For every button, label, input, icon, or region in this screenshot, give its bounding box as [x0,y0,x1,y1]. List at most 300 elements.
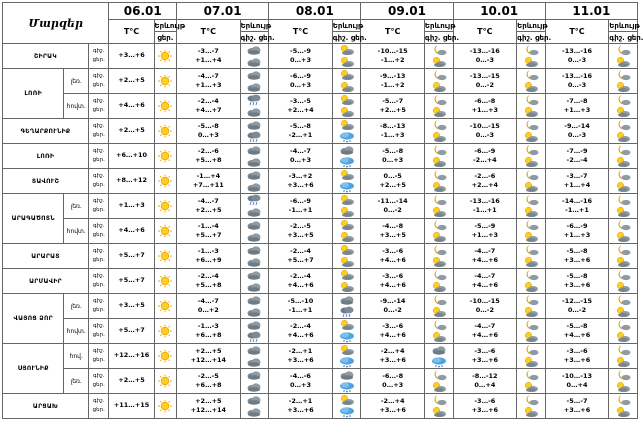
temperature-cell [269,94,333,119]
temperature-cell [453,69,517,94]
temp-header: T°C [361,20,425,44]
weather-cell [424,319,453,344]
temperature-cell [545,394,609,419]
temperature-cell [177,369,241,394]
cloud-icon [246,269,262,281]
temperature-value: -5…-9 [474,221,496,230]
table-row [3,269,638,294]
temperature-value: -8…-12 [472,371,498,380]
temperature-value: +5…+8 [195,156,222,164]
weather-cell [609,194,638,219]
sunc-icon [523,331,539,343]
day-label: ցեր. [442,33,460,42]
day-label: ցեր. [92,157,105,163]
weather-cell [332,144,361,169]
day-header [154,32,177,44]
day-night-label [89,269,109,294]
day-night-label [89,344,109,369]
temperature-cell [453,294,517,319]
temperature-cell [545,269,609,294]
weather-cell [424,119,453,144]
sunc-icon [523,81,539,93]
temperature-value: -8…-13 [379,121,406,130]
moon-icon [523,294,539,306]
cloud-icon [246,244,262,256]
weather-cell [424,394,453,419]
temp-header: T°C [453,20,517,44]
temperature-value: 0…-2 [383,306,402,314]
sunc-icon [339,394,355,406]
cloud-icon [339,294,355,306]
temperature-cell [177,294,241,319]
moon-icon [523,319,539,331]
weather-cell [517,244,546,269]
temperature-cell [453,244,517,269]
temperature-value: -2…-4 [566,156,588,164]
temperature-cell [453,344,517,369]
temperature-value: +2…+5 [118,126,145,135]
weather-cell [332,244,361,269]
temperature-value: +2…+5 [195,206,222,214]
cloud-icon [246,56,262,68]
temperature-value: -6…-8 [474,96,496,105]
cloud-icon [246,206,262,218]
day-label: ցեր. [92,132,105,138]
night-label: գիշ. [92,322,105,329]
weather-cell [240,319,269,344]
region-name: ՎԱՅՈՑ ՁՈՐ [3,294,64,344]
temperature-value: -3…-6 [566,346,588,355]
temperature-value: -1…+1 [472,206,497,214]
moon-icon [523,394,539,406]
sunc-icon [615,281,631,293]
temperature-value: -2…-6 [197,146,219,155]
temperature-cell [109,44,154,69]
night-label: գիշ. [92,197,105,204]
day-night-label [89,194,109,219]
temperature-value: +4…+6 [471,331,499,339]
temperature-cell [177,394,241,419]
temperature-cell [109,369,154,394]
temperature-value: -5…-8 [197,121,219,130]
temperature-value: -5…-9 [290,46,311,55]
sunc-icon [615,56,631,68]
weather-cell [154,219,177,244]
temperature-cell [109,269,154,294]
weather-cell [332,294,361,319]
temperature-value: +2…+5 [118,376,145,385]
moon-icon [431,44,447,56]
temperature-value: +1…+4 [195,56,222,64]
weather-cell [240,144,269,169]
weather-cell [424,44,453,69]
day-label: ցեր. [92,82,105,88]
day-night-label: գիշ. [517,33,533,42]
cloud-icon [246,294,262,306]
weather-cell [332,369,361,394]
sub-region: լեռ. [64,294,89,319]
region-name: ԱՐԱՐԱՏ [3,244,89,269]
night-label: գիշ. [92,372,105,379]
moon-icon [431,394,447,406]
sunc-icon [339,194,355,206]
temperature-cell [269,219,333,244]
temperature-value: +2…+5 [118,76,145,85]
temperature-cell [109,319,154,344]
temp-header: T°C [545,20,609,44]
temperature-value: +3…+6 [379,356,406,364]
sunc-icon [523,281,539,293]
temperature-value: -10…-15 [377,46,408,55]
cloud-icon [246,256,262,268]
moon-icon [615,44,631,56]
temperature-cell [361,144,425,169]
weather-cell [332,394,361,419]
sun-icon [156,274,174,288]
day-header [240,32,275,44]
temperature-value: +6…+8 [195,381,222,389]
moon-icon [523,44,539,56]
day-header [517,32,552,44]
temperature-value: -3…-6 [382,246,404,255]
temperature-value: +3…+5 [379,231,406,239]
temperature-value: -4…-7 [474,321,496,330]
temperature-value: -11…-14 [377,196,408,205]
temperature-value: -2…+4 [472,156,497,164]
temperature-value: -7…-8 [566,96,588,105]
sunc-icon [523,106,539,118]
weather-cell [517,294,546,319]
temperature-value: 0…-2 [383,206,402,214]
cloud-icon [246,344,262,356]
temperature-value: -2…+4 [380,346,405,355]
weather-cell [517,319,546,344]
temperature-cell [269,69,333,94]
sun-icon [156,324,174,338]
temperature-value: -6…-9 [290,71,311,80]
temperature-value: -2…-4 [290,271,311,280]
temperature-cell [269,319,333,344]
temperature-cell [269,344,333,369]
weather-cell [154,44,177,69]
temperature-cell [545,44,609,69]
temperature-value: +3…+6 [118,51,145,60]
weather-cell [424,294,453,319]
moon-icon [431,294,447,306]
temperature-cell [453,394,517,419]
temperature-cell [109,294,154,319]
sunc-icon [615,181,631,193]
temperature-value: +2…+5 [379,181,406,189]
temperature-value: +4…+6 [563,331,591,339]
temperature-value: 0…-3 [475,131,494,139]
temperature-value: -3…-7 [566,171,588,180]
moon-icon [431,94,447,106]
weather-cell [424,219,453,244]
snow-icon [339,131,355,143]
night-label: գիշ. [92,97,105,104]
temperature-cell [361,369,425,394]
sunc-icon [339,169,355,181]
date-header: 09.01 [361,3,453,20]
sunc-icon [339,344,355,356]
day-night-label [89,244,109,269]
temperature-value: +3…+6 [563,281,591,289]
weather-cell [424,194,453,219]
weather-cell [609,94,638,119]
sunc-icon [339,319,355,331]
day-label: ցեր. [92,282,105,288]
weather-cell [609,219,638,244]
day-night-label [89,44,109,69]
temperature-value: -3…-6 [382,271,404,280]
sunc-icon [615,306,631,318]
table-row [3,94,638,119]
temperature-value: 0…+3 [290,156,311,164]
rain-icon [246,194,262,206]
temperature-value: +4…+6 [287,331,314,339]
weather-cell [240,369,269,394]
table-row [3,69,638,94]
sub-region: լեռ. [64,369,89,394]
weather-cell [424,244,453,269]
temperature-cell [361,319,425,344]
moon-icon [615,369,631,381]
temperature-cell [269,144,333,169]
temperature-cell [453,369,517,394]
weather-cell [424,169,453,194]
sunc-icon [431,406,447,418]
temperature-cell [453,319,517,344]
day-label: ցեր. [92,332,105,338]
region-name: ՏԱՎՈՒՇ [3,169,89,194]
temperature-value: 0…+3 [290,56,311,64]
temperature-value: -14…-16 [562,196,593,205]
temperature-value: +3…+6 [563,356,591,364]
moon-icon [431,69,447,81]
temperature-value: 0…+4 [566,381,588,389]
cloud-icon [246,231,262,243]
weather-cell [240,169,269,194]
temperature-value: -4…-7 [474,271,496,280]
cloud-icon [246,319,262,331]
moon-icon [431,219,447,231]
moon-icon [615,319,631,331]
phenomenon-header: Երևույթ [517,21,548,30]
weather-cell [332,219,361,244]
moon-icon [615,194,631,206]
table-row [3,119,638,144]
weather-cell [424,369,453,394]
sunc-icon [431,381,447,393]
snow-icon [339,406,355,418]
temperature-value: -5…-8 [566,246,588,255]
temperature-cell [109,344,154,369]
sunc-icon [615,256,631,268]
temperature-value: 0…+3 [290,81,311,89]
temperature-value: -10…-15 [469,121,500,130]
date-header: 08.01 [269,3,361,20]
temperature-value: +2…+5 [379,106,406,114]
date-header: 10.01 [453,3,545,20]
temperature-value: +2…+5 [195,346,222,355]
cloud-icon [246,181,262,193]
temperature-value: -1…-3 [197,246,219,255]
temperature-value: +3…+6 [563,406,591,414]
weather-cell [154,394,177,419]
temperature-value: -13…-16 [469,196,500,205]
sunc-icon [339,281,355,293]
sunc-icon [339,244,355,256]
temperature-cell [109,144,154,169]
temperature-cell [453,144,517,169]
temperature-cell [453,219,517,244]
weather-cell [609,369,638,394]
temperature-value: -4…-7 [197,196,219,205]
sun-icon [156,49,174,63]
temperature-value: -4…-7 [290,146,311,155]
temperature-value: -1…+1 [288,206,313,214]
day-night-label: գիշ. [424,33,441,42]
day-night-label [89,394,109,419]
sub-region: լեռ. [64,69,89,94]
temperature-value: -13…-16 [469,46,500,55]
temperature-value: +3…+6 [287,356,314,364]
temperature-cell [109,244,154,269]
temperature-value: -2…-5 [290,221,311,230]
sunc-icon [615,106,631,118]
weather-cell [609,44,638,69]
temperature-value: 0…+3 [197,131,219,139]
temperature-value: -1…-3 [197,321,219,330]
sunc-icon [339,44,355,56]
temperature-cell [177,69,241,94]
night-label: գիշ. [92,147,105,154]
temperature-cell [453,169,517,194]
temperature-cell [109,69,154,94]
weather-cell [154,319,177,344]
weather-cell [517,344,546,369]
temperature-value: -5…-10 [287,296,314,305]
weather-cell [154,144,177,169]
date-header: 07.01 [177,3,269,20]
weather-cell [154,69,177,94]
temperature-value: -6…-9 [474,146,496,155]
temperature-value: 0…+3 [382,156,404,164]
weather-cell [517,144,546,169]
day-night-label [89,119,109,144]
temperature-cell [361,169,425,194]
moon-icon [523,69,539,81]
moon-icon [615,344,631,356]
weather-cell [240,244,269,269]
day-label: ցեր. [92,57,105,63]
temperature-value: +3…+5 [118,301,145,310]
sunc-icon [615,156,631,168]
temperature-value: +3…+6 [563,256,591,264]
temperature-cell [109,119,154,144]
weather-cell [517,94,546,119]
sunc-icon [523,131,539,143]
moon-icon [523,244,539,256]
temperature-cell [361,344,425,369]
cloud-icon [246,156,262,168]
temperature-value: +11…+15 [113,401,150,410]
sunc-icon [523,56,539,68]
weather-cell [154,194,177,219]
sun-icon [156,349,174,363]
temperature-value: 0…-3 [567,131,587,139]
sunc-icon [615,331,631,343]
night-label: գիշ. [92,247,105,254]
weather-cell [609,344,638,369]
temperature-value: +3…+6 [379,406,406,414]
day-label: ցեր. [92,107,105,113]
moon-icon [615,94,631,106]
temperature-cell [545,69,609,94]
day-label: ցեր. [92,407,105,413]
temperature-value: +4…+6 [379,256,406,264]
rain-icon [339,306,355,318]
moon-icon [615,69,631,81]
temperature-value: -3…-5 [290,96,311,105]
sun-icon [156,74,174,88]
temperature-value: -3…-6 [474,396,496,405]
weather-cell [154,344,177,369]
temperature-cell [453,119,517,144]
temperature-value: +1…+4 [563,181,591,189]
cloud-icon [246,394,262,406]
temperature-value: -13…-16 [562,46,593,55]
temperature-cell [177,94,241,119]
temperature-value: +12…+14 [190,356,227,364]
table-row [3,244,638,269]
weather-cell [609,394,638,419]
phenomenon-header: Երևույթ [332,21,364,30]
temperature-value: +5…+7 [118,326,145,335]
cloud-icon [246,369,262,381]
temperature-cell [545,169,609,194]
temperature-value: -4…-7 [474,246,496,255]
temperature-cell [545,119,609,144]
temperature-value: -5…-8 [566,271,588,280]
temperature-cell [545,144,609,169]
temperature-cell [177,269,241,294]
day-label: ցեր. [92,307,105,313]
weather-cell [240,94,269,119]
temperature-value: -5…-7 [382,96,404,105]
temperature-value: +1…+3 [195,81,222,89]
temperature-value: 0…+3 [382,381,404,389]
temperature-cell [361,294,425,319]
temperature-value: -1…+2 [380,81,405,89]
sunc-icon [615,381,631,393]
weather-cell [609,169,638,194]
temperature-value: -9…-14 [379,296,406,305]
temperature-cell [177,194,241,219]
temperature-value: +7…+11 [192,181,224,189]
temperature-cell [361,394,425,419]
weather-cell [332,269,361,294]
temperature-value: -2…+1 [288,396,313,405]
temperature-cell [361,69,425,94]
sunc-icon [339,219,355,231]
temperature-value: -10…-15 [469,296,500,305]
cloud-icon [246,44,262,56]
temperature-value: -4…-8 [382,221,404,230]
sunc-icon [431,206,447,218]
phenomenon-header: Երևույթ [424,21,456,30]
